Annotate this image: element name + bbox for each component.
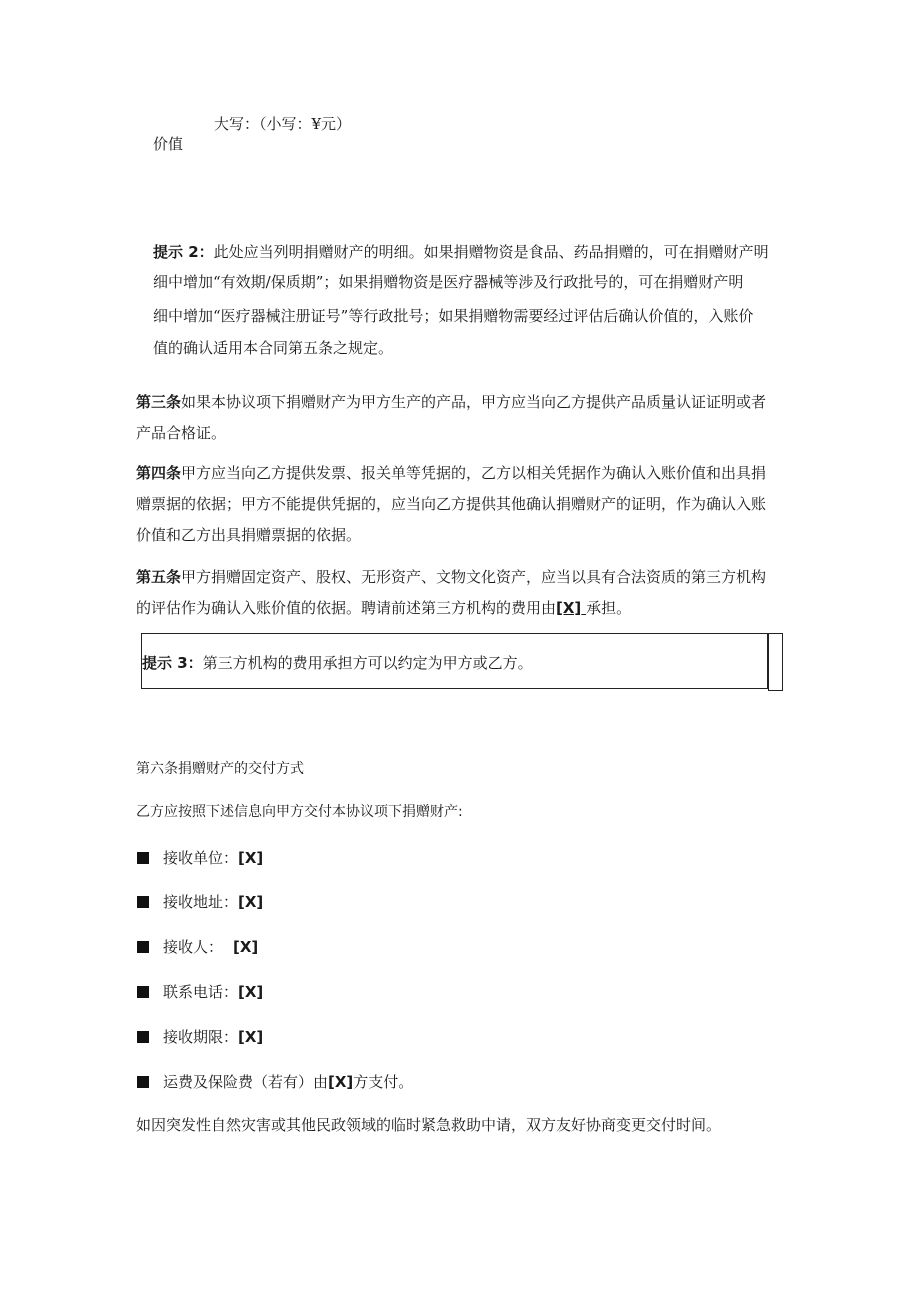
value-uppercase-line: 大写：（小写：¥元） — [214, 115, 352, 133]
bullet-square-icon — [137, 852, 149, 864]
list-item-label: 接收单位： — [163, 849, 239, 867]
hint2-line-1 — [153, 241, 769, 262]
article-5-line-2 — [136, 597, 631, 618]
article-4-line-3: 价值和乙方出具捐赠票据的依据。 — [136, 526, 362, 544]
list-item — [137, 847, 263, 868]
hint2-line-2: 细中增加“有效期/保质期”；如果捐赠物资是医疗器械等涉及行政批号的，可在捐赠财产明 — [153, 273, 744, 291]
list-item-value: [X] — [238, 849, 264, 867]
article-5-line-1 — [136, 566, 766, 587]
list-item — [137, 891, 263, 912]
hint2-label: 提示 2： — [153, 243, 214, 261]
article-6-intro: 乙方应按照下述信息向甲方交付本协议项下捐赠财产: — [136, 804, 463, 820]
list-item — [137, 981, 263, 1002]
freight-suffix: 方支付。 — [353, 1073, 414, 1091]
hint2-line-4: 值的确认适用本合同第五条之规定。 — [153, 339, 394, 357]
article-3-line-2: 产品合格证。 — [136, 424, 227, 442]
list-item-value: [X] — [238, 1028, 264, 1046]
bullet-square-icon — [137, 941, 149, 953]
article-4-line-1 — [136, 462, 766, 483]
list-item-label: 接收期限： — [163, 1028, 239, 1046]
hint2-text: 此处应当列明捐赠财产的明细。如果捐赠物资是食品、药品捐赠的，可在捐赠财产明 — [213, 243, 769, 261]
article-5-tail: 承担。 — [586, 599, 632, 617]
list-item-freight — [137, 1071, 413, 1092]
article-4-line-2: 赠票据的依据；甲方不能提供凭据的，应当向乙方提供其他确认捐赠财产的证明，作为确认入账 — [136, 495, 767, 513]
hint3-text: 第三方机构的费用承担方可以约定为甲方或乙方。 — [202, 654, 533, 672]
list-item — [137, 936, 258, 957]
list-item-label: 接收地址： — [163, 893, 239, 911]
value-label: 价值 — [153, 135, 184, 153]
freight-value: [X] — [328, 1073, 354, 1091]
article-4-heading: 第四条 — [136, 464, 182, 482]
bullet-square-icon — [137, 1076, 149, 1088]
article-3-text: 如果本协议项下捐赠财产为甲方生产的产品，甲方应当向乙方提供产品质量认证证明或者 — [181, 393, 767, 411]
article-4-text: 甲方应当向乙方提供发票、报关单等凭据的，乙方以相关凭据作为确认入账价值和出具捐 — [181, 464, 767, 482]
list-item-value: [X] — [233, 938, 259, 956]
hint3-line — [142, 652, 533, 673]
list-item-label: 联系电话： — [163, 983, 239, 1001]
hint3-box-right-cell — [768, 633, 783, 691]
hint2-line-3: 细中增加“医疗器械注册证号”等行政批号；如果捐赠物需要经过评估后确认价值的，入账价 — [153, 307, 754, 325]
article-3-heading: 第三条 — [136, 393, 182, 411]
list-item-value: [X] — [238, 893, 264, 911]
hint3-label: 提示 3： — [142, 654, 203, 672]
article-3-line-1 — [136, 391, 766, 412]
freight-prefix: 运费及保险费（若有）由 — [163, 1073, 329, 1091]
list-item-label: 接收人： — [163, 938, 224, 956]
article-5-heading: 第五条 — [136, 568, 182, 586]
list-item — [137, 1026, 263, 1047]
bullet-square-icon — [137, 896, 149, 908]
article-6-closing: 如因突发性自然灾害或其他民政领域的临时紧急救助中请，双方友好协商变更交付时间。 — [136, 1116, 722, 1134]
article-6-title: 第六条捐赠财产的交付方式 — [136, 761, 304, 777]
article-5-text-2: 的评估作为确认入账价值的依据。聘请前述第三方机构的费用由 — [136, 599, 557, 617]
article-5-placeholder: [X] — [556, 599, 582, 617]
bullet-square-icon — [137, 986, 149, 998]
bullet-square-icon — [137, 1031, 149, 1043]
list-item-value: [X] — [238, 983, 264, 1001]
article-5-text: 甲方捐赠固定资产、股权、无形资产、文物文化资产，应当以具有合法资质的第三方机构 — [181, 568, 767, 586]
